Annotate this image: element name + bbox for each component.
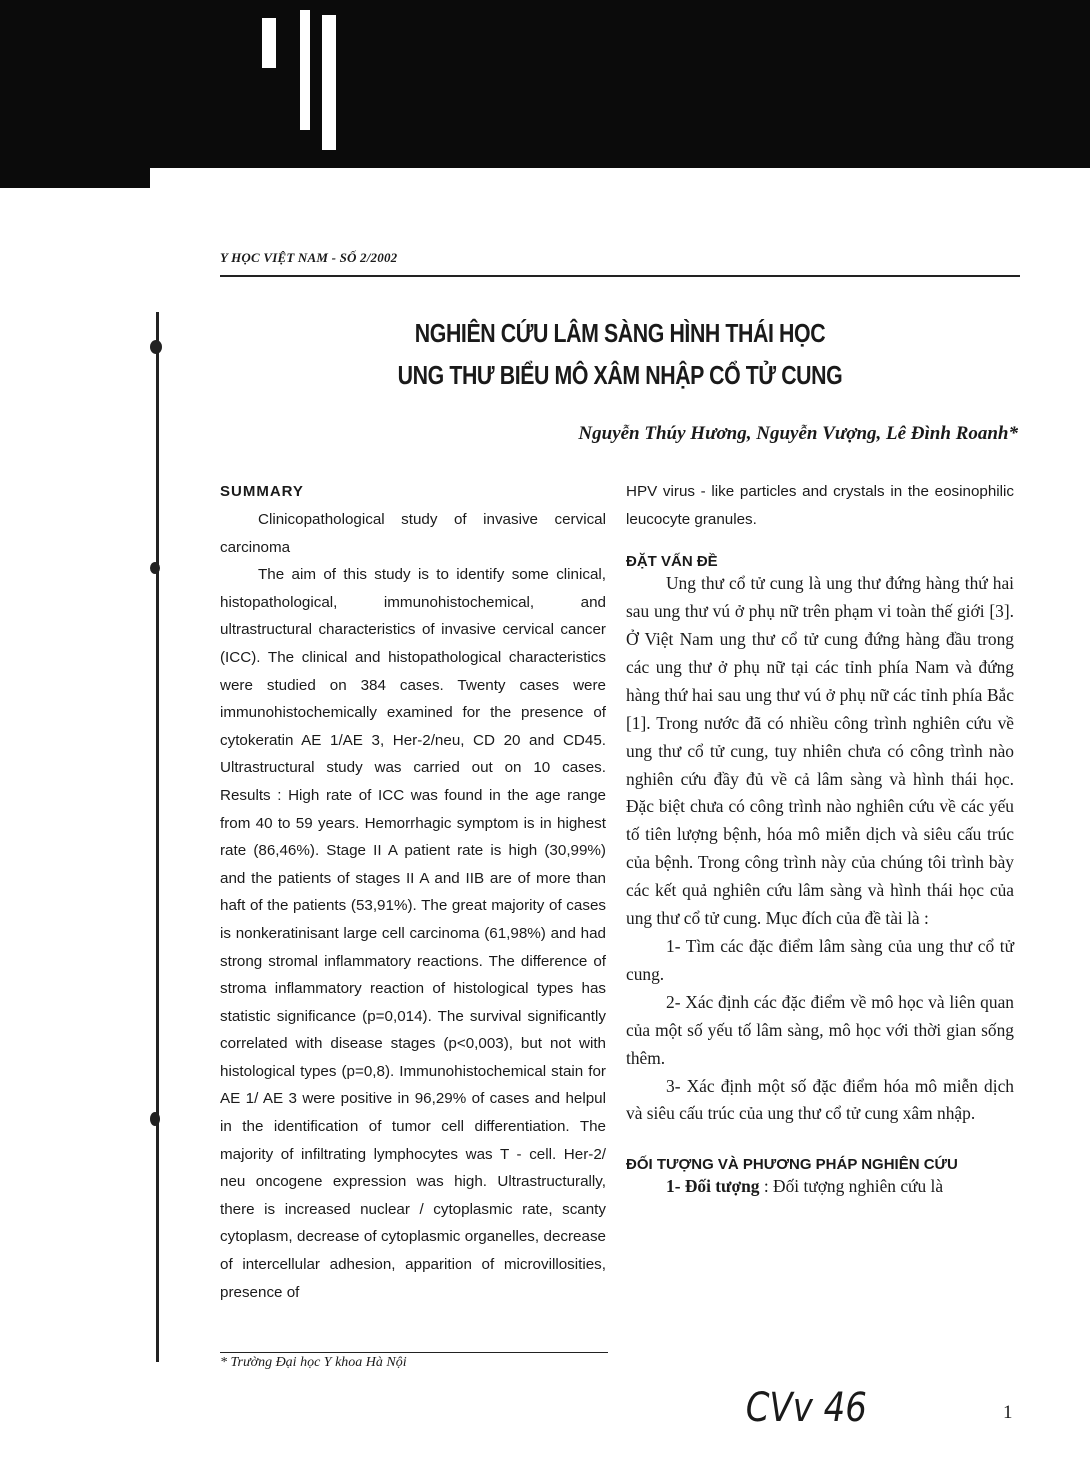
right-column	[626, 478, 1014, 1201]
scan-notch	[300, 10, 310, 130]
section-heading-intro: ĐẶT VẤN ĐỀ	[626, 553, 718, 571]
methods-lead: 1- Đối tượng	[666, 1176, 760, 1197]
handwritten-note: CVv 46	[745, 1385, 867, 1431]
scan-notch	[322, 15, 336, 150]
methods-text: : Đối tượng nghiên cứu là	[759, 1176, 944, 1197]
objective-item: 2- Xác định các đặc điểm về mô học và liên quan của một số yếu tố lâm sàng, mô học với thời gian sống thêm.	[626, 991, 1014, 1068]
article-title-line1: NGHIÊN CỨU LÂM SÀNG HÌNH THÁI HỌC	[414, 318, 826, 348]
summary-continuation: HPV virus - like particles and crystals in the eosinophilic leucocyte granules.	[626, 483, 1014, 528]
summary-body: The aim of this study is to identify some clinical, histopathological, immunohistochemical, and ultrastructural characteristics of invasive cervical cancer (ICC). The clinical and histopathological characteristics were studied on 384 cases. Twenty cases were immunohistochemically examined for the presence of cytokeratin AE 1/AE 3, Her-2/neu, CD 20 and CD45. Ultrastructural study was carried out on 10 cases. Results : High rate of ICC was found in the age range from 40 to 59 years. Hemorrhagic symptom is in highest rate (86,46%). Stage II A patient rate is high (30,99%) and the patients of stages II A and IIB are of more than haft of the patients (53,91%). The great majority of cases is nonkeratinisant large cell carcinoma (61,98%) and had strong stromal inflammatory reactions. The difference of stroma inflammatory reaction of histological types has statistic significance (p=0,014). The survival significantly correlated with disease stages (p<0,003), but not with histological types (p=0,8). Immunohistochemical stain for AE 1/ AE 3 were positive in 96,29% of cases and helpul in the identification of tumor cell differentiation. The majority of infiltrating lymphocytes was T - cell. Her-2/ neu oncogene expression was high. Ultrastructurally, there is increased nuclear / cytoplasmic rate, scanty cytoplasm, decrease of cytoplasmic organelles, decrease of intercellular adhesion, apparition of microvillosities, presence of	[220, 566, 606, 1301]
footnote-rule	[220, 1352, 608, 1353]
summary-subtitle: Clinicopathological study of invasive cervical carcinoma	[220, 511, 606, 556]
footnote: * Trường Đại học Y khoa Hà Nội	[220, 1355, 407, 1370]
margin-mark	[150, 340, 162, 354]
margin-mark	[150, 562, 160, 574]
article-title-line2: UNG THƯ BIỂU MÔ XÂM NHẬP CỔ TỬ CUNG	[397, 360, 843, 390]
page-number: 1	[1003, 1402, 1013, 1423]
journal-header: Y HỌC VIỆT NAM - SỐ 2/2002	[220, 250, 398, 265]
summary-heading: SUMMARY	[220, 483, 304, 500]
scan-notch	[262, 18, 276, 68]
objective-item: 1- Tìm các đặc điểm lâm sàng của ung thư cổ tử cung.	[626, 935, 1014, 984]
margin-mark	[150, 1112, 160, 1126]
authors: Nguyễn Thúy Hương, Nguyễn Vượng, Lê Đình Roanh*	[578, 423, 1018, 444]
left-margin-line	[156, 312, 159, 1362]
section-heading-methods: ĐỐI TƯỢNG VÀ PHƯƠNG PHÁP NGHIÊN CỨU	[626, 1156, 958, 1174]
objective-item: 3- Xác định một số đặc điểm hóa mô miễn dịch và siêu cấu trúc của ung thư cổ tử cung xâm nhập.	[626, 1075, 1014, 1124]
scan-black-band	[0, 0, 1090, 168]
header-rule	[220, 275, 1020, 277]
scan-black-tail	[0, 168, 150, 188]
methods-paragraph	[626, 1173, 1014, 1201]
summary-column	[220, 478, 606, 1306]
intro-paragraph: Ung thư cổ tử cung là ung thư đứng hàng thứ hai sau ung thư vú ở phụ nữ trên phạm vi toàn thế giới [3]. Ở Việt Nam ung thư cổ tử cung đứng hàng đầu trong các ung thư ở phụ nữ tại các tỉnh phía Nam và đứng hàng thứ hai sau ung thư vú ở phụ nữ các tỉnh phía Bắc [1]. Trong nước đã có nhiều công trình nghiên cứu về ung thư cổ tử cung, tuy nhiên chưa có công trình nào nghiên cứu đầy đủ về cả lâm sàng và hình thái học. Đặc biệt chưa có công trình nào nghiên cứu về các yếu tố tiên lượng bệnh, hóa mô miễn dịch và siêu cấu trúc của bệnh. Trong công trình này của chúng tôi trình bày các kết quả nghiên cứu lâm sàng và hình thái học của ung thư cổ tử cung. Mục đích của đề tài là :	[626, 573, 1014, 929]
